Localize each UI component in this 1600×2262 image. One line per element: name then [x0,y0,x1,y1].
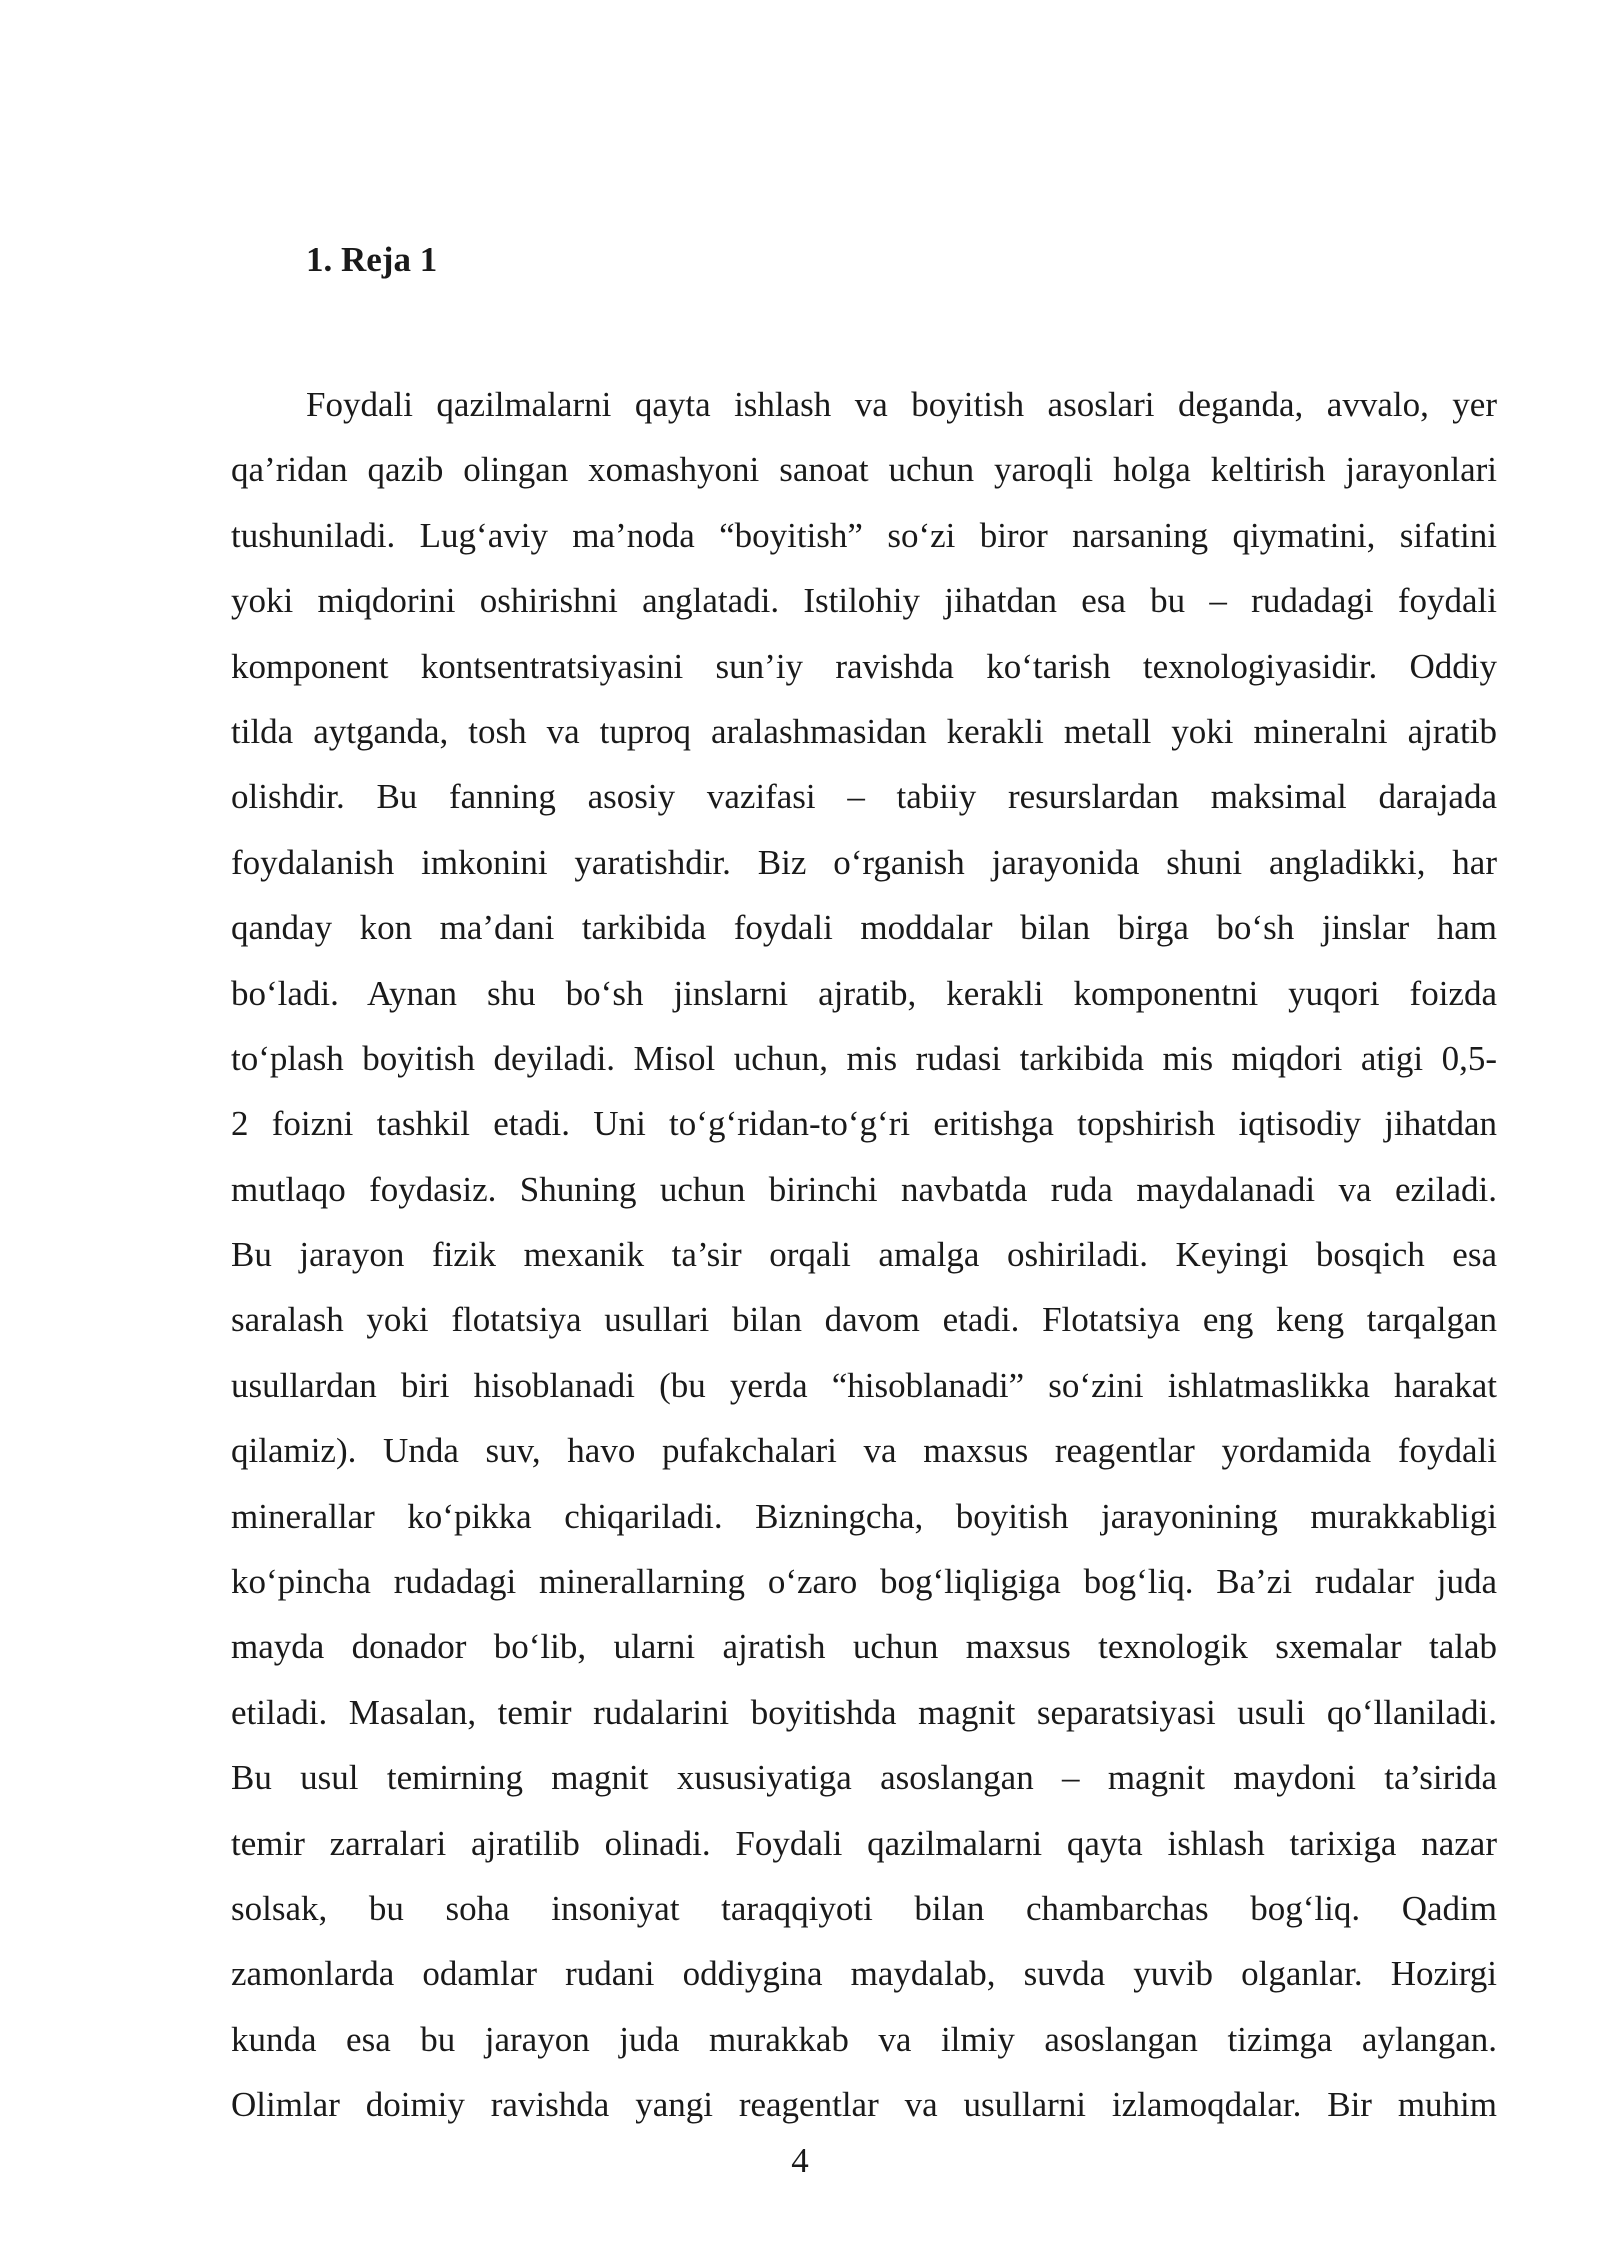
text-line: solsak, bu soha insoniyat taraqqiyoti bilan chambarchas bog‘liq. Qadim [231,1888,1497,1928]
text-line: qilamiz). Unda suv, havo pufakchalari va maxsus reagentlar yordamida foydali [231,1431,1497,1471]
page-number: 4 [791,2141,809,2180]
text-line: mayda donador bo‘lib, ularni ajratish uchun maxsus texnologik sxemalar talab [231,1627,1497,1667]
text-line: olishdir. Bu fanning asosiy vazifasi – tabiiy resurslardan maksimal darajada [231,777,1497,817]
text-line: qanday kon ma’dani tarkibida foydali moddalar bilan birga bo‘sh jinslar ham [231,908,1497,948]
text-line: minerallar ko‘pikka chiqariladi. Bizningcha, boyitish jarayonining murakkabligi [231,1496,1497,1536]
text-line: 2 foizni tashkil etadi. Uni to‘g‘ridan-to‘g‘ri eritishga topshirish iqtisodiy jihatdan [231,1104,1497,1144]
text-line: saralash yoki flotatsiya usullari bilan davom etadi. Flotatsiya eng keng tarqalgan [231,1300,1497,1340]
text-line: tushuniladi. Lug‘aviy ma’noda “boyitish” so‘zi biror narsaning qiymatini, sifatini [231,515,1497,555]
text-line: mutlaqo foydasiz. Shuning uchun birinchi navbatda ruda maydalanadi va eziladi. [231,1169,1497,1209]
text-line: temir zarralari ajratilib olinadi. Foydali qazilmalarni qayta ishlash tarixiga nazar [231,1823,1497,1863]
text-line: kunda esa bu jarayon juda murakkab va ilmiy asoslangan tizimga aylangan. [231,2019,1497,2059]
text-line: qa’ridan qazib olingan xomashyoni sanoat uchun yaroqli holga keltirish jarayonlari [231,450,1497,490]
text-line: foydalanish imkonini yaratishdir. Biz o‘rganish jarayonida shuni angladikki, har [231,842,1497,882]
text-line: Foydali qazilmalarni qayta ishlash va boyitish asoslari deganda, avvalo, yer [306,385,1497,424]
text-line: zamonlarda odamlar rudani oddiygina maydalab, suvda yuvib olganlar. Hozirgi [231,1954,1497,1994]
text-line: Bu jarayon fizik mexanik ta’sir orqali amalga oshiriladi. Keyingi bosqich esa [231,1235,1497,1275]
text-line: Olimlar doimiy ravishda yangi reagentlar va usullarni izlamoqdalar. Bir muhim [231,2085,1497,2125]
text-line: komponent kontsentratsiyasini sun’iy ravishda ko‘tarish texnologiyasidir. Oddiy [231,646,1497,686]
text-line: tilda aytganda, tosh va tuproq aralashmasidan kerakli metall yoki mineralni ajratib [231,711,1497,751]
section-heading: 1. Reja 1 [306,240,438,279]
text-line: to‘plash boyitish deyiladi. Misol uchun, mis rudasi tarkibida mis miqdori atigi 0,5- [231,1038,1497,1078]
text-line: etiladi. Masalan, temir rudalarini boyitishda magnit separatsiyasi usuli qo‘llaniladi. [231,1692,1497,1732]
body-paragraph [231,372,1497,2138]
text-line: usullardan biri hisoblanadi (bu yerda “hisoblanadi” so‘zini ishlatmaslikka harakat [231,1365,1497,1405]
text-line: ko‘pincha rudadagi minerallarning o‘zaro bog‘liqligiga bog‘liq. Ba’zi rudalar juda [231,1562,1497,1602]
text-line: bo‘ladi. Aynan shu bo‘sh jinslarni ajratib, kerakli komponentni yuqori foizda [231,973,1497,1013]
text-line: Bu usul temirning magnit xususiyatiga asoslangan – magnit maydoni ta’sirida [231,1758,1497,1798]
text-line: yoki miqdorini oshirishni anglatadi. Istilohiy jihatdan esa bu – rudadagi foydali [231,581,1497,621]
